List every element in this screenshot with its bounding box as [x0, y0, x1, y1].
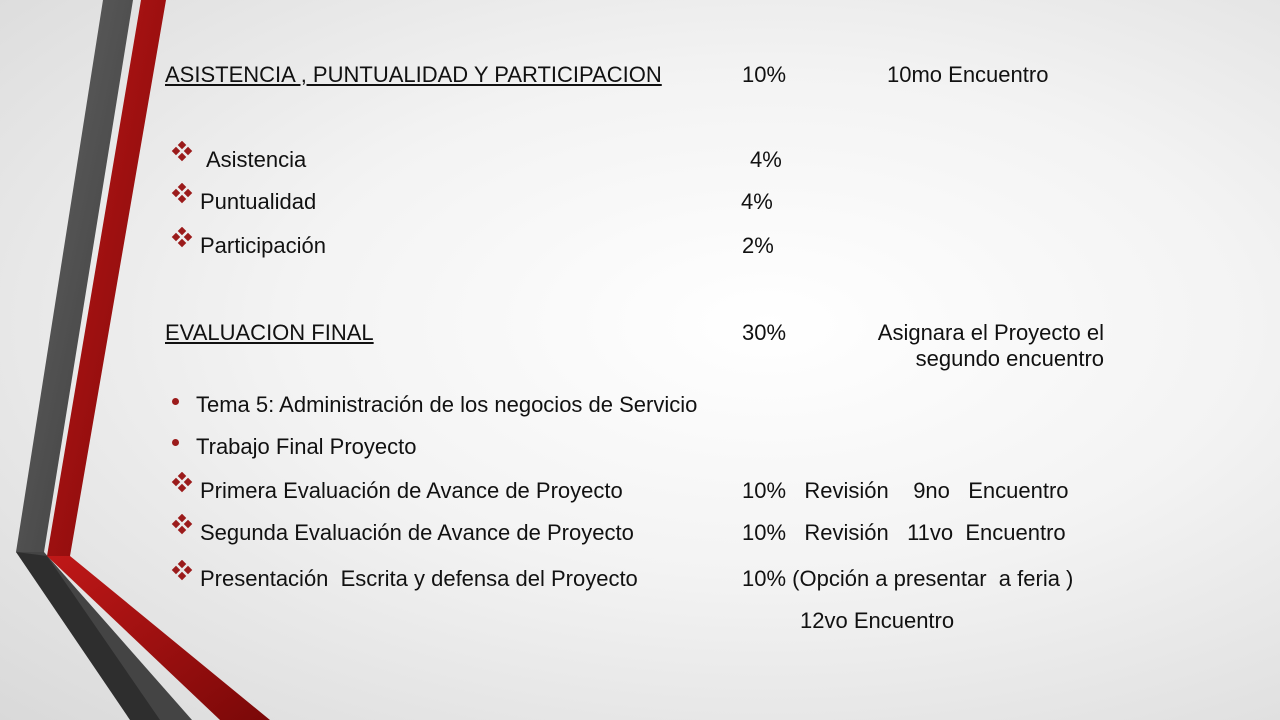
item-presentacion-detail: 10% (Opción a presentar a feria ) — [742, 566, 1074, 591]
round-bullet-icon — [172, 439, 179, 446]
item-primera-evaluacion-label: Primera Evaluación de Avance de Proyecto — [200, 478, 623, 503]
item-primera-evaluacion-detail: 10% Revisión 9no Encuentro — [742, 478, 1069, 503]
diamond-bullet-icon — [171, 560, 193, 582]
item-asistencia-label: Asistencia — [206, 147, 307, 172]
section2-title: EVALUACION FINAL — [165, 320, 374, 345]
bullet-trabajo-final: Trabajo Final Proyecto — [196, 434, 417, 459]
item-puntualidad-label: Puntualidad — [200, 189, 317, 214]
item-asistencia-percent: 4% — [750, 147, 782, 172]
round-bullet-icon — [172, 398, 179, 405]
diamond-bullet-icon — [171, 227, 193, 249]
section1-title: ASISTENCIA , PUNTUALIDAD Y PARTICIPACION — [165, 62, 662, 87]
bullet-tema5: Tema 5: Administración de los negocios de Servicio — [196, 392, 698, 417]
item-puntualidad-percent: 4% — [741, 189, 773, 214]
final-note: 12vo Encuentro — [800, 608, 955, 633]
diamond-bullet-icon — [171, 472, 193, 494]
item-presentacion-label: Presentación Escrita y defensa del Proyecto — [200, 566, 638, 591]
diamond-bullet-icon — [171, 183, 193, 205]
section1-percent: 10% — [742, 62, 787, 87]
item-segunda-evaluacion-detail: 10% Revisión 11vo Encuentro — [742, 520, 1066, 545]
diamond-bullet-icon — [171, 514, 193, 536]
diamond-bullet-icon — [171, 141, 193, 163]
item-participacion-label: Participación — [200, 233, 326, 258]
item-segunda-evaluacion-label: Segunda Evaluación de Avance de Proyecto — [200, 520, 634, 545]
section2-note — [820, 320, 1104, 372]
section2-percent: 30% — [742, 320, 787, 345]
section2-note-line2: segundo encuentro — [915, 346, 1104, 371]
item-participacion-percent: 2% — [742, 233, 774, 258]
section1-note: 10mo Encuentro — [887, 62, 1049, 87]
section2-note-line1: Asignara el Proyecto el — [877, 320, 1104, 345]
